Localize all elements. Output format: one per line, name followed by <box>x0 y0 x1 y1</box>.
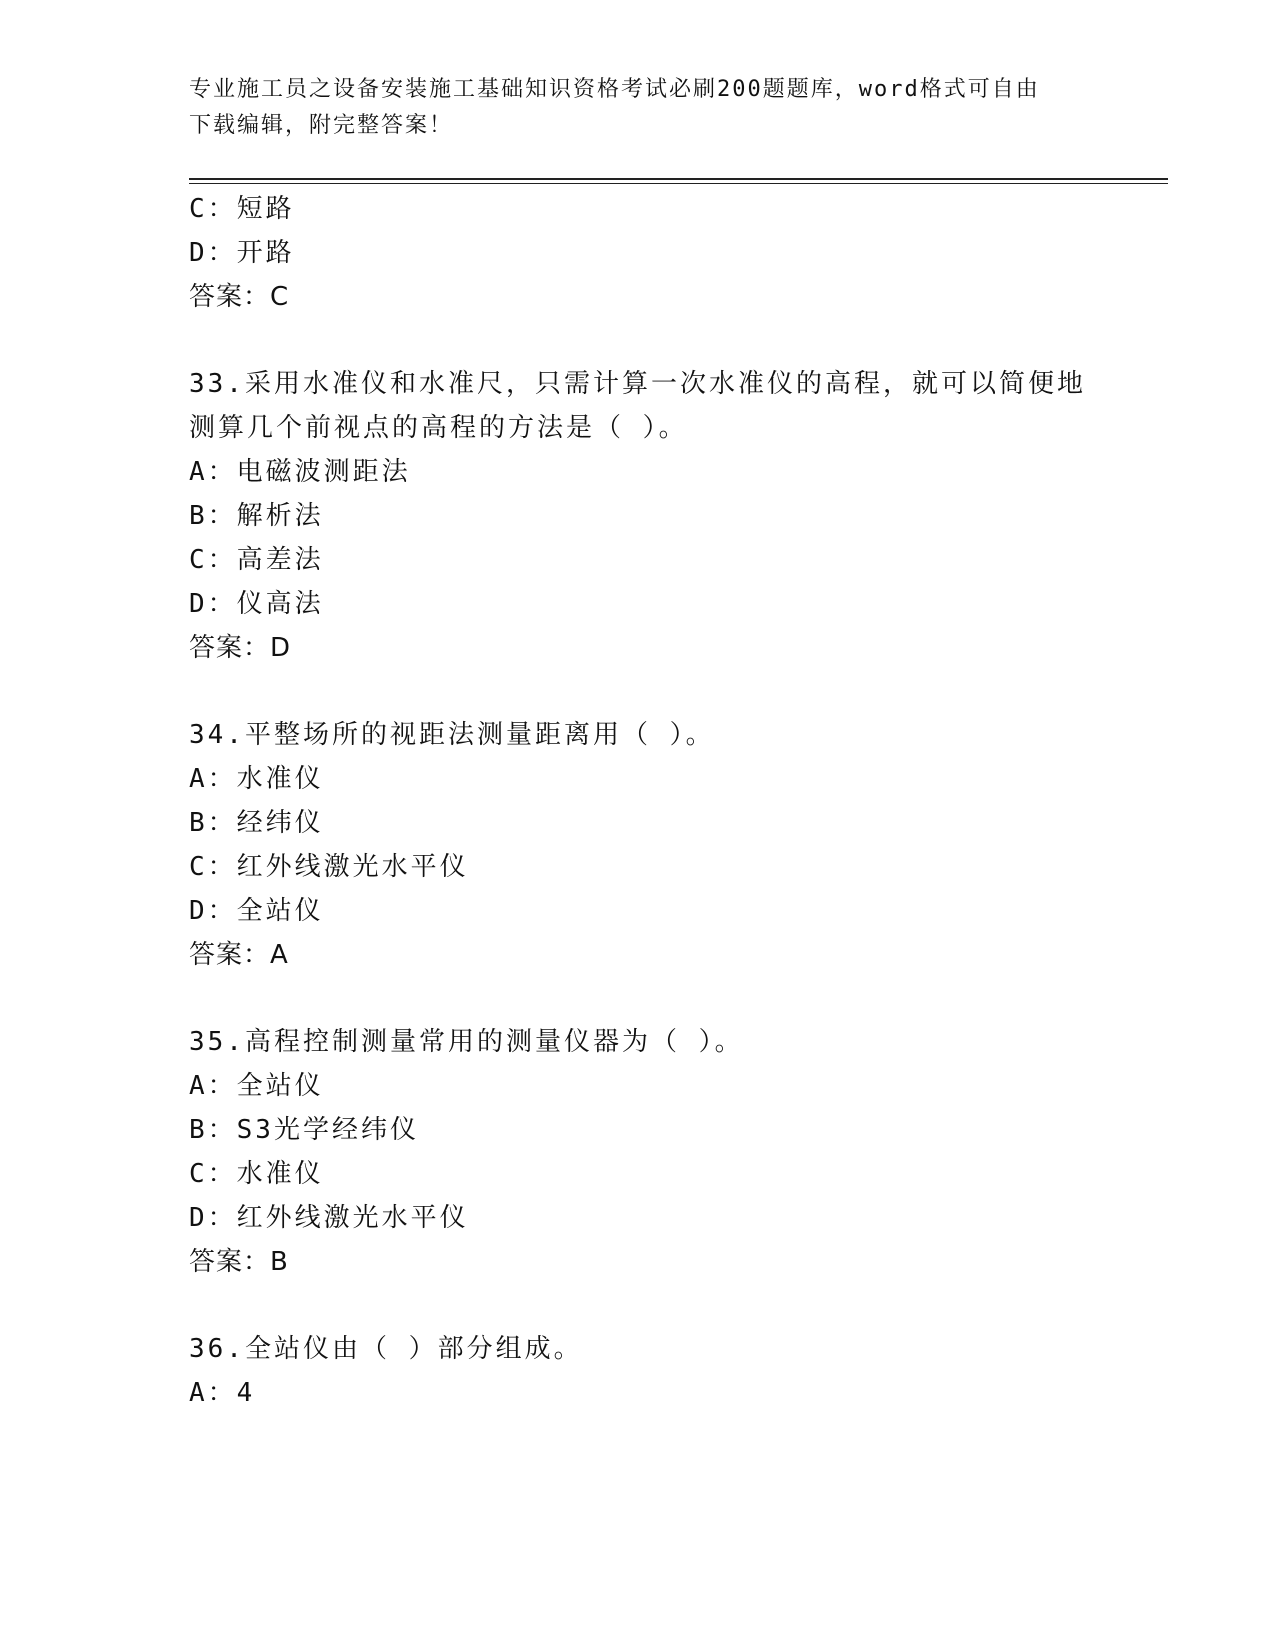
q33-option-a: A：电磁波测距法 <box>189 457 411 487</box>
q35-option-b: B：S3光学经纬仪 <box>189 1115 419 1145</box>
q34-option-c: C：红外线激光水平仪 <box>189 852 469 882</box>
q35-option-a: A：全站仪 <box>189 1071 324 1101</box>
q36-stem: 36.全站仪由（ ）部分组成。 <box>189 1334 583 1364</box>
q33-stem-line-2: 测算几个前视点的高程的方法是（ ）。 <box>189 413 688 443</box>
q34-option-a: A：水准仪 <box>189 764 324 794</box>
q34-answer: 答案：A <box>189 940 289 970</box>
q32-option-d: D：开路 <box>189 238 295 268</box>
q35-option-d: D：红外线激光水平仪 <box>189 1203 469 1233</box>
q32-option-c: C：短路 <box>189 194 295 224</box>
q35-answer: 答案：B <box>189 1247 289 1277</box>
q33-option-d: D：仪高法 <box>189 589 324 619</box>
q33-option-b: B：解析法 <box>189 501 324 531</box>
q35-stem: 35.高程控制测量常用的测量仪器为（ ）。 <box>189 1027 744 1057</box>
header-line-1: 专业施工员之设备安装施工基础知识资格考试必刷200题题库，word格式可自由 <box>189 77 1040 102</box>
q35-option-c: C：水准仪 <box>189 1159 324 1189</box>
q34-stem: 34.平整场所的视距法测量距离用（ ）。 <box>189 720 715 750</box>
q33-option-c: C：高差法 <box>189 545 324 575</box>
q32-answer: 答案：C <box>189 282 290 312</box>
q33-stem-line-1: 33.采用水准仪和水准尺，只需计算一次水准仪的高程，就可以简便地 <box>189 369 1086 399</box>
header-divider-thin <box>189 183 1168 184</box>
q36-option-a: A：4 <box>189 1378 256 1408</box>
q34-option-d: D：全站仪 <box>189 896 324 926</box>
header-divider-thick <box>189 178 1168 180</box>
document-header <box>189 72 1089 144</box>
header-line-2: 下载编辑，附完整答案！ <box>189 113 454 138</box>
q33-answer: 答案：D <box>189 633 292 663</box>
q34-option-b: B：经纬仪 <box>189 808 324 838</box>
